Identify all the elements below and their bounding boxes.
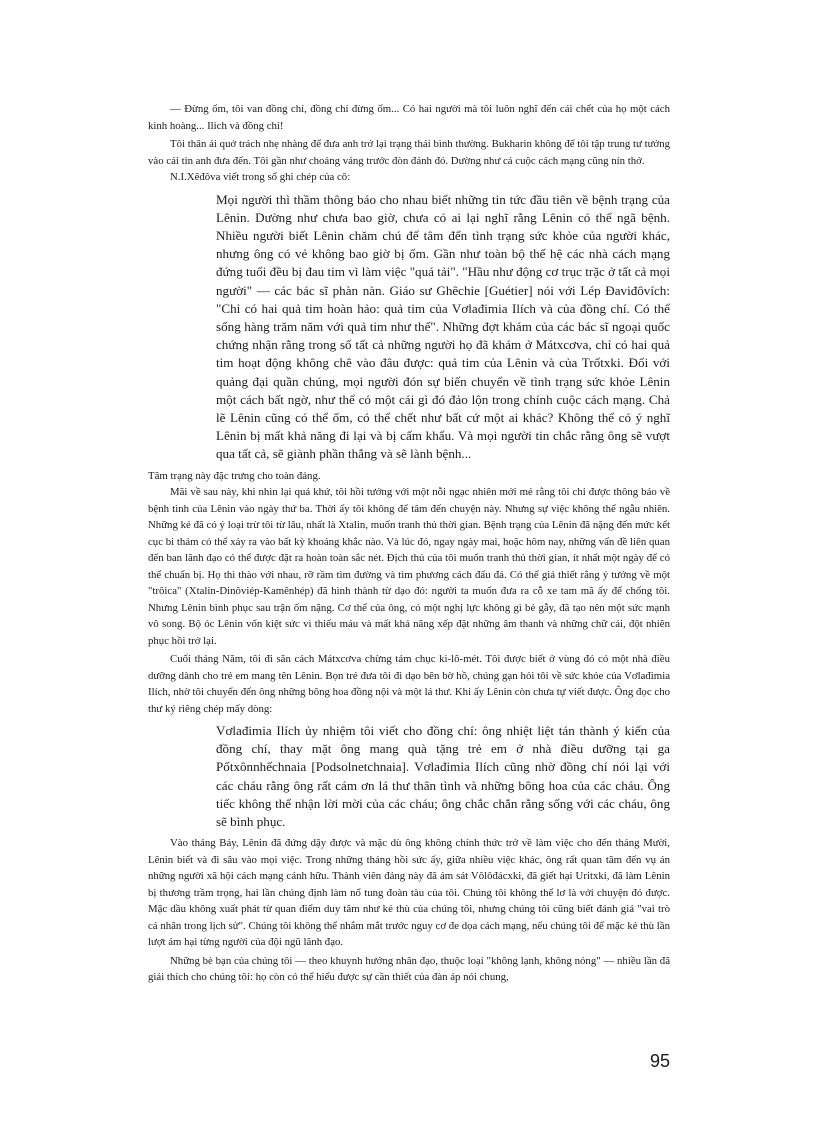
block-quote [148, 191, 670, 464]
body-paragraph: N.I.Xêđôva viết trong sổ ghi chép của cô: [170, 171, 351, 183]
body-paragraph: Vào tháng Bảy, Lênin đã đứng dậy được và mặc dù ông không chính thức trở về làm việc cho đến tháng Mười, Lênin biết và đi sâu vào mọi việc. Trong những tháng hồi sức ấy, giữa nhiều việc khác, ông rất quan tâm đến vụ án những người xã hội cách mạng cánh hữu. Thành viên đảng này đã ám sát Vôlôđácxki, đã giết hại Uritxki, đã làm Lênin bị thương trầm trọng, hai lần chúng định làm nổ tung đoàn tàu của tôi. Chúng tôi không thể lơ là với chuyện đó được. Mặc dầu không xuất phát từ quan điểm duy tâm như kẻ thù của chúng tôi, nhưng chúng tôi cũng biết đánh giá "vai trò cá nhân trong lịch sử". Chúng tôi không thể nhắm mắt trước nguy cơ đe dọa cách mạng, nếu chúng tôi để mặc kẻ thù lần lượt ám hại từng người của đội ngũ lãnh đạo. [148, 837, 670, 949]
body-paragraph: Những bè bạn của chúng tôi — theo khuynh hướng nhân đạo, thuộc loại "không lạnh, không nóng" — nhiều lần đã giải thích cho chúng tôi: họ còn có thể hiểu được sự cần thiết của đàn áp nói chung, [148, 954, 670, 984]
body-paragraph: Cuối tháng Năm, tôi đi săn cách Mátxcơva chừng tám chục ki-lô-mét. Tôi được biết ở vùng đó có một nhà điều dưỡng dành cho trẻ em mang tên Lênin. Bọn trẻ đưa tôi đi dạo bên bờ hồ, chúng gạn hỏi tôi về sức khỏe của Vơlađimia Ilích, nhờ tôi chuyển đến ông những bông hoa đồng nội và một lá thư. Khi ấy Lênin còn chưa tự viết được. Ông đọc cho thư ký riêng chép mấy dòng: [148, 653, 670, 715]
body-paragraph: — Đừng ốm, tôi van đồng chí, đồng chí đừng ốm... Có hai người mà tôi luôn nghĩ đến cái chết của họ một cách kinh hoàng... Ilích và đồng chí! [148, 103, 670, 132]
body-paragraph: Tôi thân ái quở trách nhẹ nhàng để đưa anh trở lại trạng thái bình thường. Bukharin không để tôi tập trung tư tưởng vào cái tin anh đưa đến. Tôi gần như choáng váng trước đòn đánh đó. Dường như cả cuộc cách mạng cũng nín thở. [148, 138, 670, 167]
quote-text: Mọi người thì thầm thông báo cho nhau biết những tin tức đầu tiên về bệnh trạng của Lênin. Dường như chưa bao giờ, chưa có ai lại nghĩ rằng Lênin có thể ngã bệnh. Nhiều người biết Lênin chăm chú để tâm đến tình trạng sức khỏe của người khác, nhưng ông có vẻ không bao giờ bị ốm. Gần như toàn bộ thế hệ các nhà cách mạng đứng tuổi đều bị đau tim vì làm việc "quá tải". "Hầu như động cơ trục trặc ở tất cả mọi người" — các bác sĩ phàn nàn. Giáo sư Ghêchie [Guétier] nói với Lép Đaviđôvích: "Chỉ có hai quả tim hoàn hảo: quả tim của Vơlađimia Ilích và của đồng chí. Có thể sống hàng trăm năm với quả tim như thế". Những đợt khám của các bác sĩ ngoại quốc chứng nhận rằng trong số tất cả những người họ đã khám ở Mátxcơva, chỉ có hai quả tim hoạt động không chê vào đâu được: quả tim của Lênin và của Trốtxki. Đối với quảng đại quần chúng, mọi người đón sự biến chuyển về tình trạng sức khỏe Lênin một cách bất ngờ, như thể có một cái gì đó đảo lộn trong chính cuộc cách mạng. Chả lẽ Lênin cũng có thể ốm, có thể chết như bất cứ một ai khác? Không thể có ý nghĩ Lênin bị mất khả năng đi lại và bị cấm khẩu. Và mọi người tin chắc rằng ông sẽ vượt qua tất cả, sẽ giành phần thắng và sẽ lành bệnh... [216, 191, 670, 462]
body-paragraph: Tâm trạng này đặc trưng cho toàn đảng. [148, 469, 321, 482]
quote-text: Vơlađimia Ilích ủy nhiệm tôi viết cho đồng chí: ông nhiệt liệt tán thành ý kiến của đồng chí, thay mặt ông mang quà tặng trẻ em ở nhà điều dưỡng tại ga Pốtxônnhếchnaia [Podsolnetchnaia]. Vơlađimia Ilích cũng nhờ đồng chí nói lại với các cháu rằng ông rất cám ơn lá thư thân tình và những bông hoa của các cháu. Ông tiếc không thể nhận lời mời của các cháu; ông chắc chắn rằng sống với các cháu, ông sẽ bình phục. [216, 723, 670, 830]
page-number: 95 [649, 1051, 670, 1071]
block-quote [148, 722, 670, 831]
body-paragraph: Mãi về sau này, khi nhìn lại quá khứ, tôi hồi tưởng với một nỗi ngạc nhiên mới mẻ rằng tôi chỉ được thông báo về bệnh tình của Lênin vào ngày thứ ba. Thời ấy tôi không để tâm đến chuyện này. Nhưng sự việc không thể ngẫu nhiên. Những kẻ đã có ý loại trừ tôi từ lâu, nhất là Xtalin, muốn tranh thủ thời gian. Bệnh trạng của Lênin đã nặng đến mức kết cục bi thảm có thể xảy ra vào bất kỳ khoảng khắc nào. Và lúc đó, ngay ngày mai, hoặc hôm nay, những vấn đề liên quan đến ban lãnh đạo có thể được đặt ra hoàn toàn sắc nét. Địch thủ của tôi muốn tranh thủ thời gian, ít nhất một ngày để có thể chuẩn bị. Họ thì thào với nhau, rỡ rầm tìm đường và tìm phương cách đấu đá. Có thể giả thiết rằng ý tưởng về một "trôica" (Xtalin-Dinôviép-Kamênhép) đã hình thành từ dạo đó: người ta muốn đưa ra cỗ xe tam mã ấy để chống tôi. Nhưng Lênin bình phục sau trận ốm nặng. Cơ thể của ông, có một nghị lực không gì bẻ gẫy, đã tạo nên một sức mạnh vô song. Bộ óc Lênin vốn kiệt sức vì thiếu máu và mất khả năng xếp đặt những âm thanh và những chữ cái, đột nhiên phục hồi trở lại. [148, 486, 670, 647]
text-column [148, 101, 670, 986]
